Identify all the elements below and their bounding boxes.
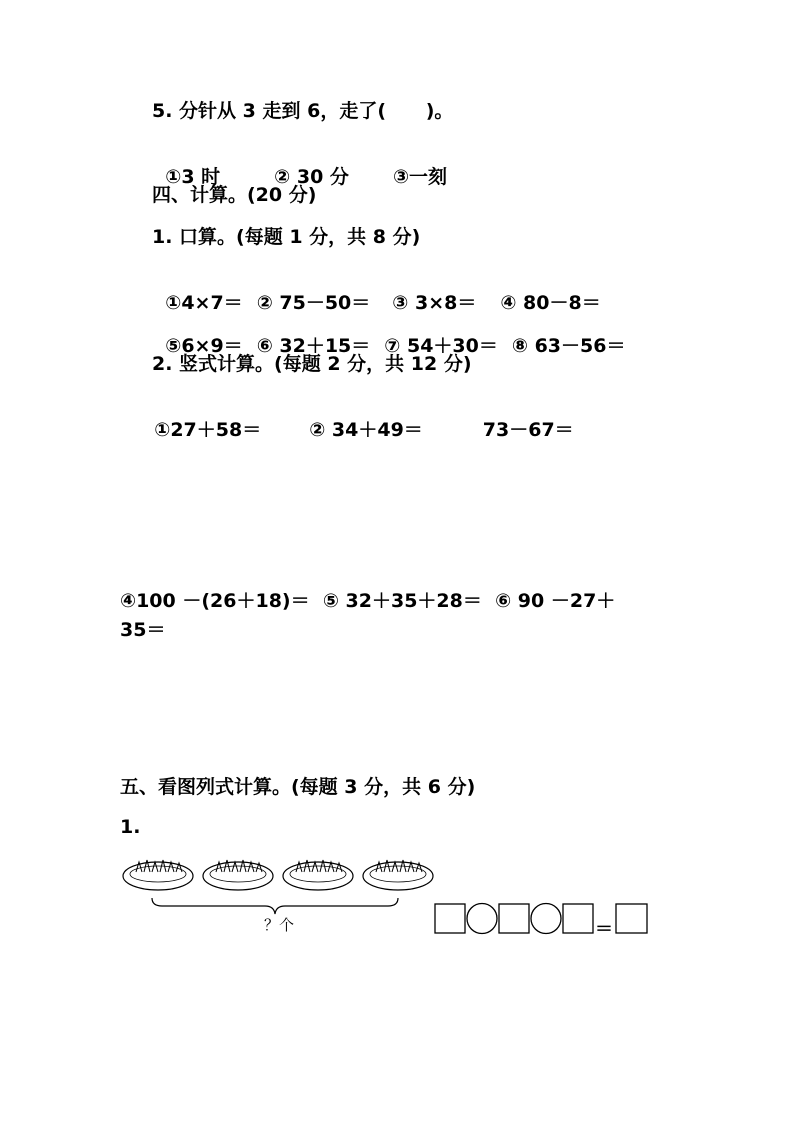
vertical-item-1: ①27＋58＝ [154, 419, 262, 441]
oral-calc-row-2 [152, 310, 625, 358]
section5-title: 五、看图列式计算。(每题 3 分，共 6 分) [120, 776, 476, 798]
vertical-calc-row-2-wrap: 35＝ [120, 619, 166, 641]
q5-option-2: ② 30 分 [274, 166, 349, 188]
plate-2 [203, 860, 273, 890]
operator-circle-2[interactable] [531, 904, 561, 934]
oral-calc-title: 1. 口算。(每题 1 分，共 8 分) [152, 226, 421, 248]
plate-4 [363, 860, 433, 890]
q5-option-1: ①3 时 [165, 166, 221, 188]
equals-sign: ＝ [595, 919, 613, 937]
section4-title: 四、计算。(20 分) [152, 184, 317, 206]
vertical-calc-row-2: ④100 －(26＋18)＝ ⑤ 32＋35＋28＝ ⑥ 90 －27＋ [120, 590, 616, 612]
plate-3 [283, 860, 353, 890]
oral-item-2: ② 75－50＝ [256, 292, 371, 314]
oral-item-3: ③ 3×8＝ [392, 292, 477, 314]
answer-box-1[interactable] [435, 904, 465, 933]
oral-item-1: ①4×7＝ [165, 292, 243, 314]
plate-1 [123, 860, 193, 890]
oral-item-5: ⑤6×9＝ [165, 335, 243, 357]
answer-box-2[interactable] [499, 904, 529, 933]
oral-item-8: ⑧ 63－56＝ [511, 335, 626, 357]
oral-calc-row-1 [152, 267, 601, 315]
vertical-item-3: 73－67＝ [482, 419, 574, 441]
answer-equation-boxes [434, 901, 654, 937]
oral-item-6: ⑥ 32＋15＝ [256, 335, 371, 357]
q5-option-3: ③一刻 [392, 166, 448, 188]
vertical-calc-title: 2. 竖式计算。(每题 2 分，共 12 分) [152, 353, 472, 375]
section5-item-number: 1. [120, 816, 141, 838]
operator-circle-1[interactable] [467, 904, 497, 934]
answer-box-3[interactable] [563, 904, 593, 933]
vertical-calc-row-1 [141, 394, 574, 442]
q5-stem: 5. 分针从 3 走到 6，走了( )。 [152, 100, 454, 122]
q5-options [152, 141, 447, 189]
dumpling-plates-illustration [122, 852, 442, 892]
oral-item-4: ④ 80－8＝ [500, 292, 601, 314]
vertical-item-2: ② 34＋49＝ [309, 419, 423, 441]
question-count-label: ？个 [264, 916, 295, 934]
oral-item-7: ⑦ 54＋30＝ [384, 335, 498, 357]
result-box[interactable] [616, 904, 647, 933]
